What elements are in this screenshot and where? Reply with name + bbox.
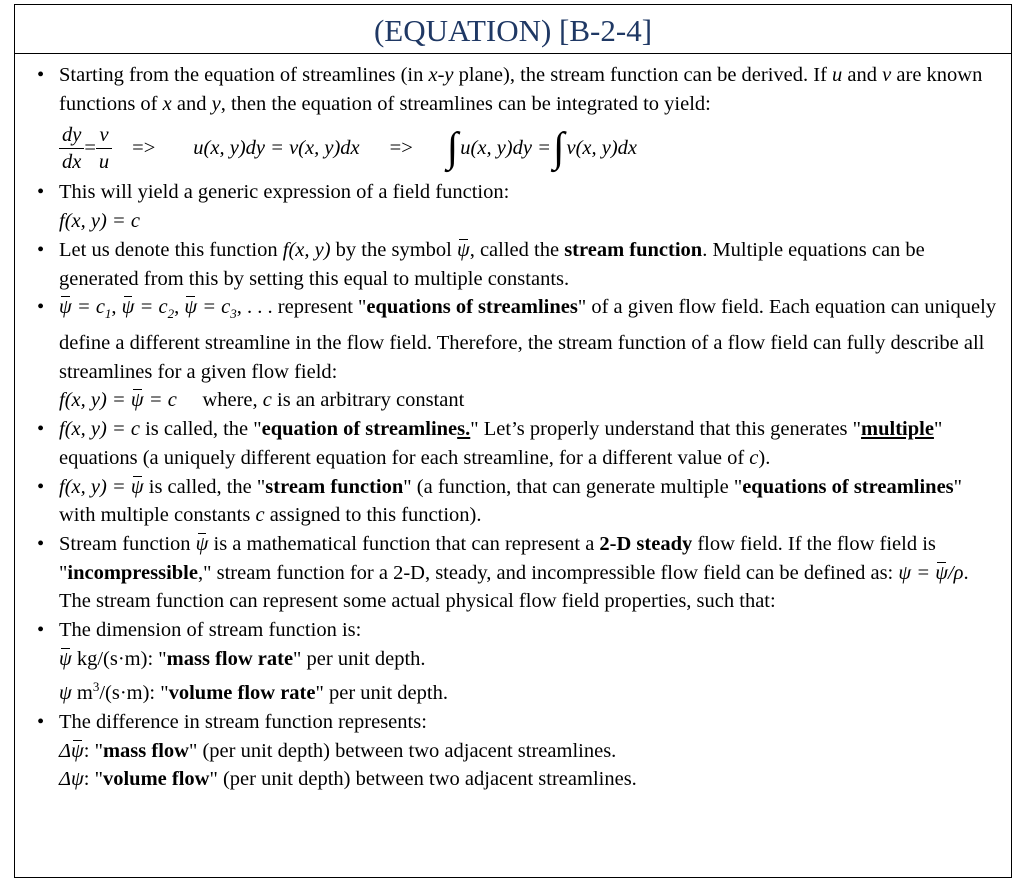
streamline-equation-row: $\frac{dy}{dx}$ = $\frac{v}{u}$ => u(x, y)dy = v(x, y)dx => ∫ u(x, y)dy = ∫ v(x, y)dx: [59, 118, 997, 178]
bullet-icon: •: [37, 238, 45, 261]
page-title: (EQUATION) [B-2-4]: [373, 13, 653, 48]
bullet-item-denote-stream-function: • Let us denote this function f(x, y) by the symbol ψ, called the stream function. Multiple equations can be generated from this by setting this equal to multiple constants.: [37, 236, 997, 293]
bullet-item-streamline-equation: • Starting from the equation of streamlines (in x-y plane), the stream function can be derived. If u and v are known functions of x and y, then the equation of streamlines can be integrated to yield: $\frac{dy}{dx}$ = $\frac{v}{u}$ => u(x, y)dy = v(x, y)dx => ∫ u(x, y)dy = ∫ v(x, y)dx: [37, 61, 997, 178]
bullet-item-equation-of-streamlines: • f(x, y) = c is called, the "equation of streamlines." Let’s properly understand that this generates "multiple" equations (a uniquely different equation for each streamline, for a different value of c).: [37, 415, 997, 472]
bullet-item-field-function: • This will yield a generic expression of a field function: f(x, y) = c: [37, 178, 997, 235]
bullet-item-stream-function-definition: • f(x, y) = ψ is called, the "stream function" (a function, that can generate multiple "equations of streamlines" with multiple constants c assigned to this function).: [37, 473, 997, 530]
bullet-icon: •: [37, 475, 45, 498]
fraction-v-u: $\frac{v}{u}$: [96, 122, 112, 175]
bullet-icon: •: [37, 418, 45, 441]
bullet-icon: •: [37, 619, 45, 642]
bullet-item-difference: • The difference in stream function represents: Δψ: "mass flow" (per unit depth) between two adjacent streamlines. Δψ: "volume flow" (per unit depth) between two adjacent streamlines.: [37, 708, 997, 794]
bullet-icon: •: [37, 64, 45, 86]
integral-icon: ∫: [552, 125, 565, 172]
fraction-dy-dx: $\frac{dy}{dx}$: [59, 122, 84, 175]
bullet-item-dimension: • The dimension of stream function is: ψ kg/(s·m): "mass flow rate" per unit depth. ψ $m^3/(s\cdot m)$: "volume flow rate" per unit depth.: [37, 616, 997, 708]
bullet-icon: •: [37, 181, 45, 204]
bullet-icon: •: [37, 296, 45, 319]
bullet-item-2d-steady-flow: • Stream function ψ is a mathematical function that can represent a 2-D steady flow field. If the flow field is "incompressible," stream function for a 2-D, steady, and incompressible flow field can be defined as: ψ = ψ/ρ. The stream function can represent some actual physical flow field properties, such that:: [37, 530, 997, 616]
title-divider: [15, 53, 1011, 54]
bullet-icon: •: [37, 532, 45, 555]
bullet-list: [37, 61, 997, 794]
notes-card: [14, 4, 1012, 878]
bullet-item-equations-of-streamlines: • $\psi = c_1$, $\psi = c_2$, $\psi = c_3$, . . . represent "equations of streamlines" of a given flow field. Each equation can uniquely define a different streamline in the flow field. Therefore, the stream function of a flow field can fully describe all streamlines for a given flow field: f(x, y) = ψ = c where, c is an arbitrary constant: [37, 293, 997, 415]
integral-icon: ∫: [446, 125, 459, 172]
bullet-icon: •: [37, 710, 45, 733]
